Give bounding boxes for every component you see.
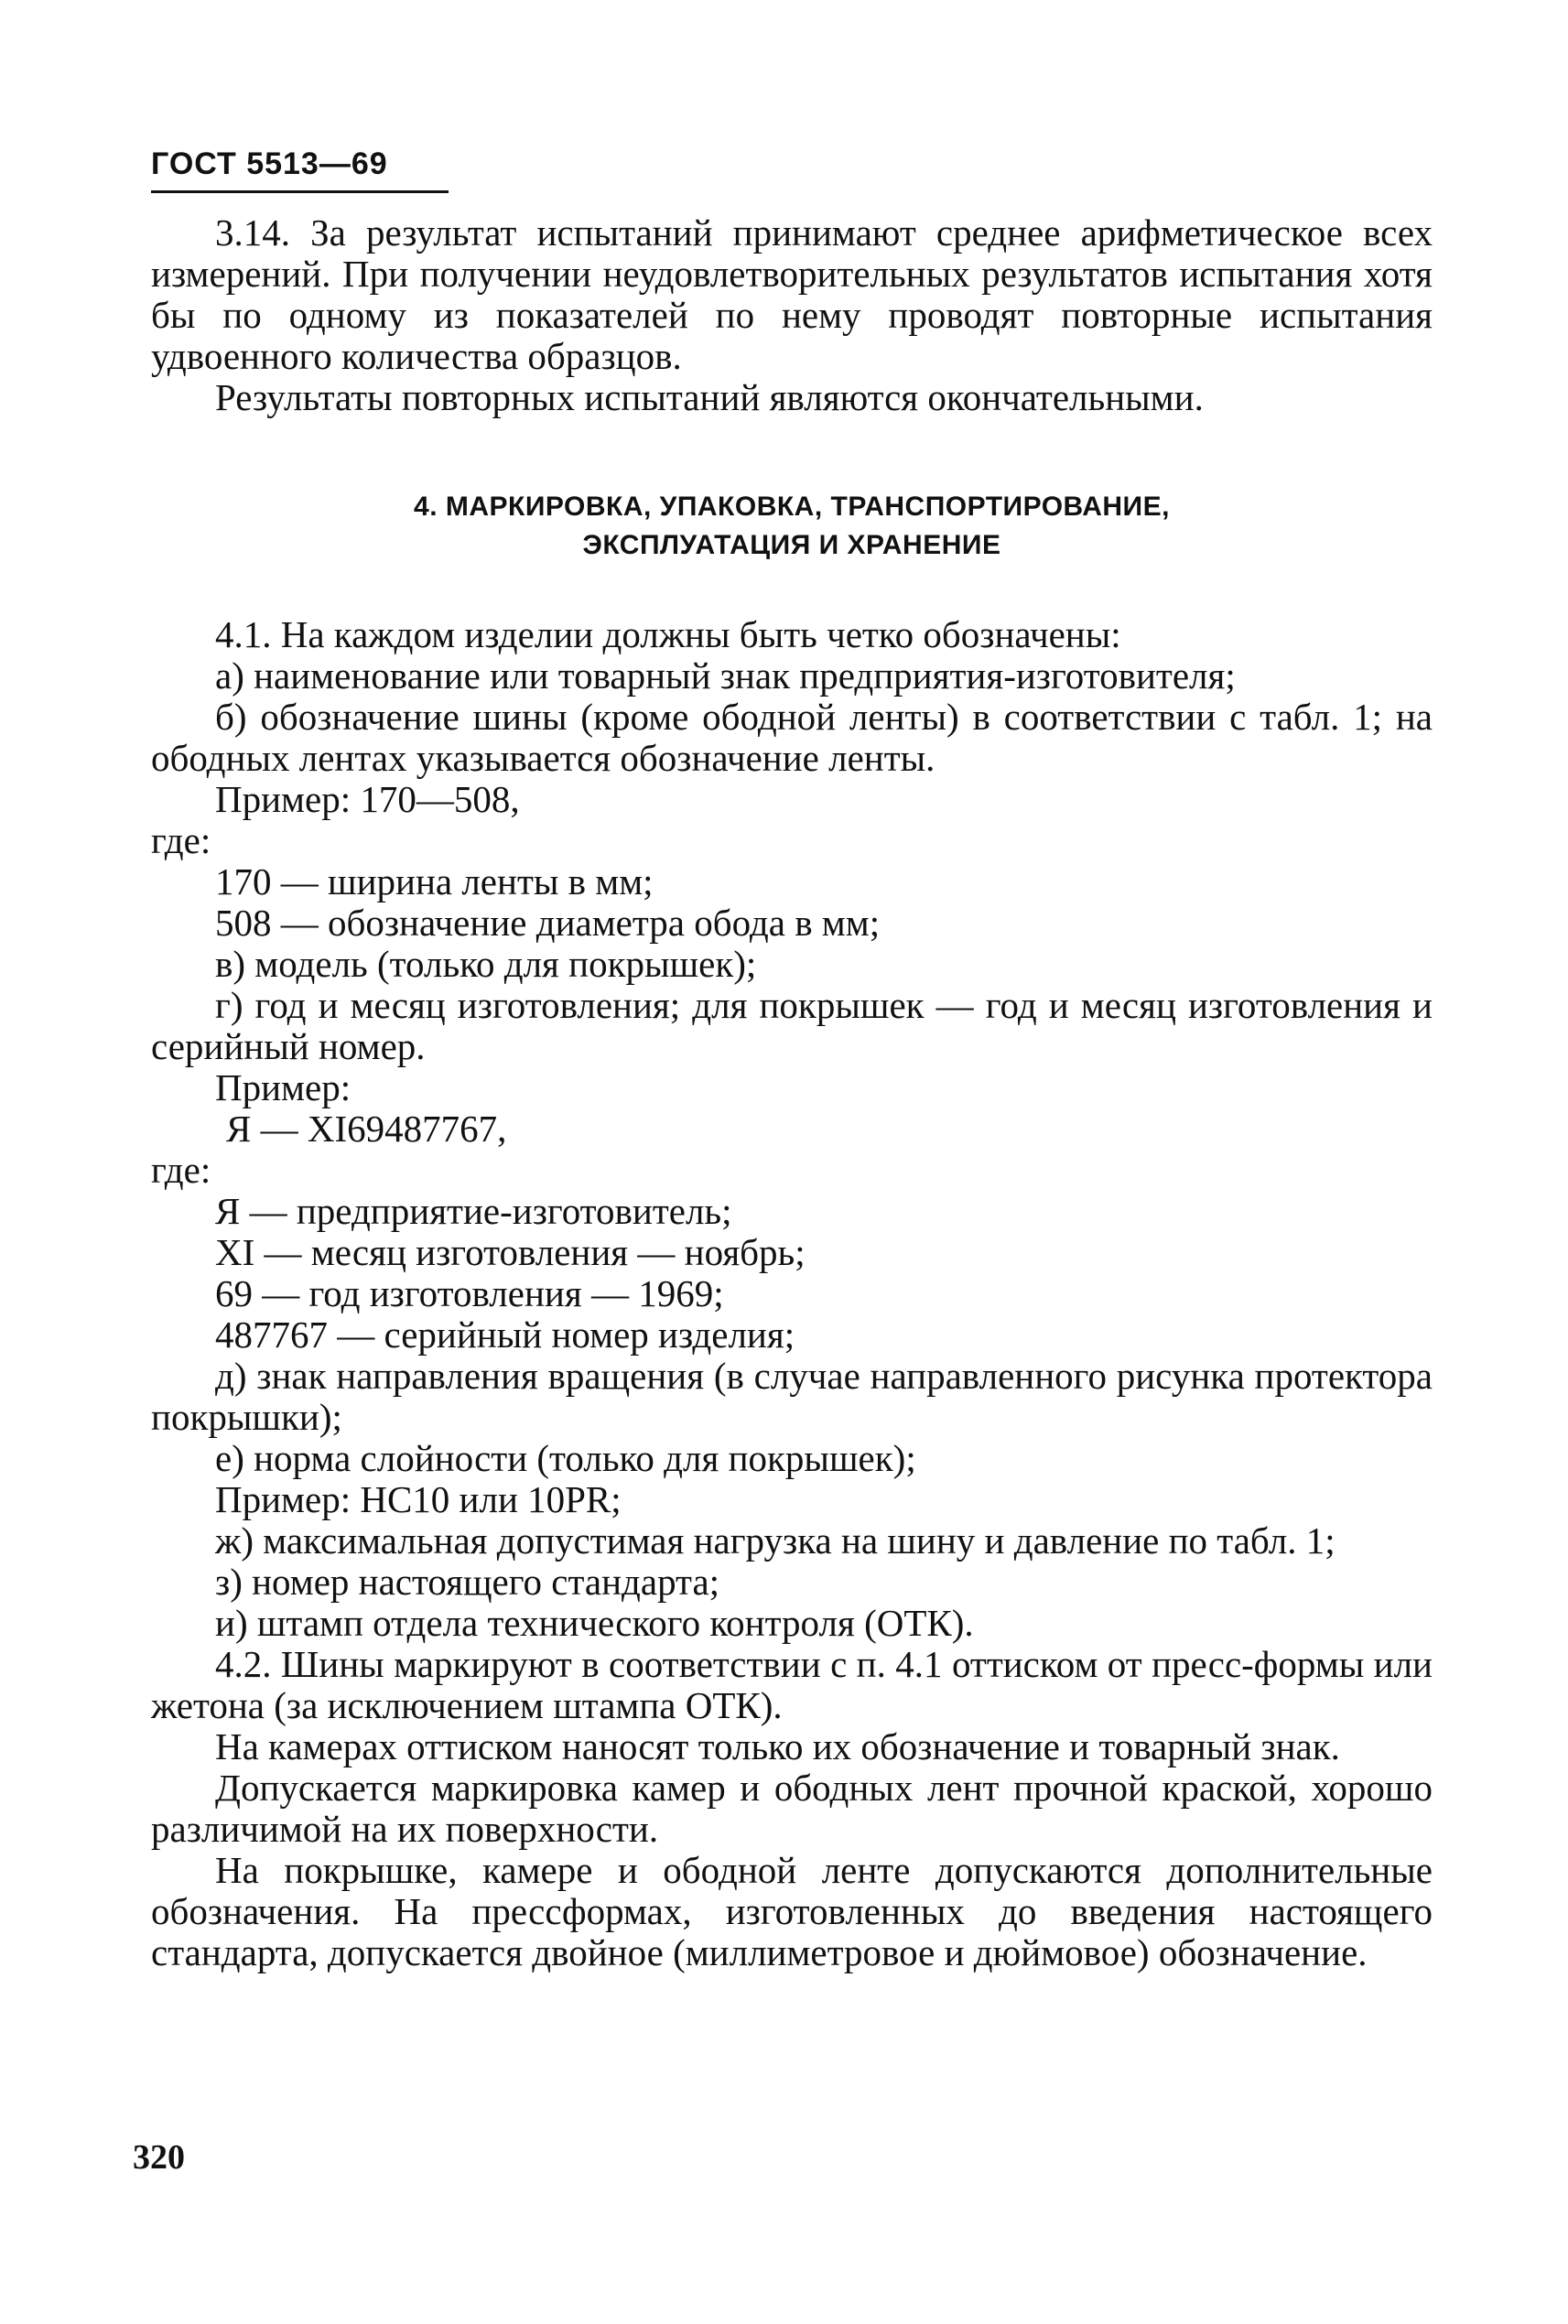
page-body — [151, 212, 1433, 1973]
list-item-g: г) год и месяц изготовления; для покрышек — год и месяц изготовления и серийный номер. — [151, 984, 1433, 1067]
example-1: Пример: 170—508, — [215, 778, 520, 820]
list-item-v: в) модель (только для покрышек); — [215, 943, 757, 985]
list-item-i: и) штамп отдела технического контроля (ОТК). — [215, 1602, 974, 1644]
list-item-a: а) наименование или товарный знак предприятия-изготовителя; — [215, 654, 1236, 697]
paragraph-final-results: Результаты повторных испытаний являются окончательными. — [215, 376, 1204, 418]
list-item-b: б) обозначение шины (кроме ободной ленты) в соответствии с табл. 1; на ободных лентах указывается обозначение ленты. — [151, 696, 1433, 779]
paragraph-4-1: 4.1. На каждом изделии должны быть четко обозначены: — [215, 613, 1121, 655]
list-item-zh: ж) максимальная допустимая нагрузка на шину и давление по табл. 1; — [215, 1519, 1336, 1562]
where-label-2: где: — [151, 1149, 211, 1191]
example-1-explanation-2: 508 — обозначение диаметра обода в мм; — [215, 902, 881, 944]
section-heading-line-2: ЭКСПЛУАТАЦИЯ И ХРАНЕНИЕ — [582, 530, 1001, 560]
example-2-label: Пример: — [215, 1066, 351, 1108]
example-2-explanation-4: 487767 — серийный номер изделия; — [215, 1313, 795, 1356]
paragraph-3-14: 3.14. За результат испытаний принимают среднее арифметическое всех измерений. При получении неудовлетворительных результатов испытания хотя бы по одному из показателей по нему проводят повторные испытания удвоенного количества образцов. — [151, 211, 1433, 377]
example-2-explanation-1: Я — предприятие-изготовитель; — [215, 1190, 732, 1232]
header-divider — [151, 190, 449, 193]
document-header: ГОСТ 5513—69 — [151, 146, 388, 181]
example-2-explanation-2: XI — месяц изготовления — ноябрь; — [215, 1231, 806, 1273]
example-1-explanation-1: 170 — ширина ленты в мм; — [215, 860, 654, 903]
paragraph-paint: Допускается маркировка камер и ободных лент прочной краской, хорошо различимой на их поверхности. — [151, 1767, 1433, 1850]
list-item-d: д) знак направления вращения (в случае направленного рисунка протектора покрышки); — [151, 1355, 1433, 1438]
example-2-value: Я — XI69487767, — [226, 1108, 507, 1150]
paragraph-additional-marks: На покрышке, камере и ободной ленте допускаются дополнительные обозначения. На прессформах, изготовленных до введения настоящего стандарта, допускается двойное (миллиметровое и дюймовое) обозначение. — [151, 1849, 1433, 1973]
section-heading — [151, 488, 1433, 565]
paragraph-cameras: На камерах оттиском наносят только их обозначение и товарный знак. — [215, 1725, 1340, 1767]
page-number: 320 — [133, 2138, 185, 2177]
example-3: Пример: НС10 или 10PR; — [215, 1478, 622, 1520]
section-heading-line-1: 4. МАРКИРОВКА, УПАКОВКА, ТРАНСПОРТИРОВАНИЕ, — [414, 492, 1170, 522]
example-2-explanation-3: 69 — год изготовления — 1969; — [215, 1272, 724, 1314]
list-item-e: е) норма слойности (только для покрышек); — [215, 1437, 916, 1479]
where-label-1: где: — [151, 819, 211, 861]
list-item-z: з) номер настоящего стандарта; — [215, 1561, 720, 1603]
paragraph-4-2: 4.2. Шины маркируют в соответствии с п. 4.1 оттиском от пресс-формы или жетона (за исключением штампа ОТК). — [151, 1643, 1433, 1726]
